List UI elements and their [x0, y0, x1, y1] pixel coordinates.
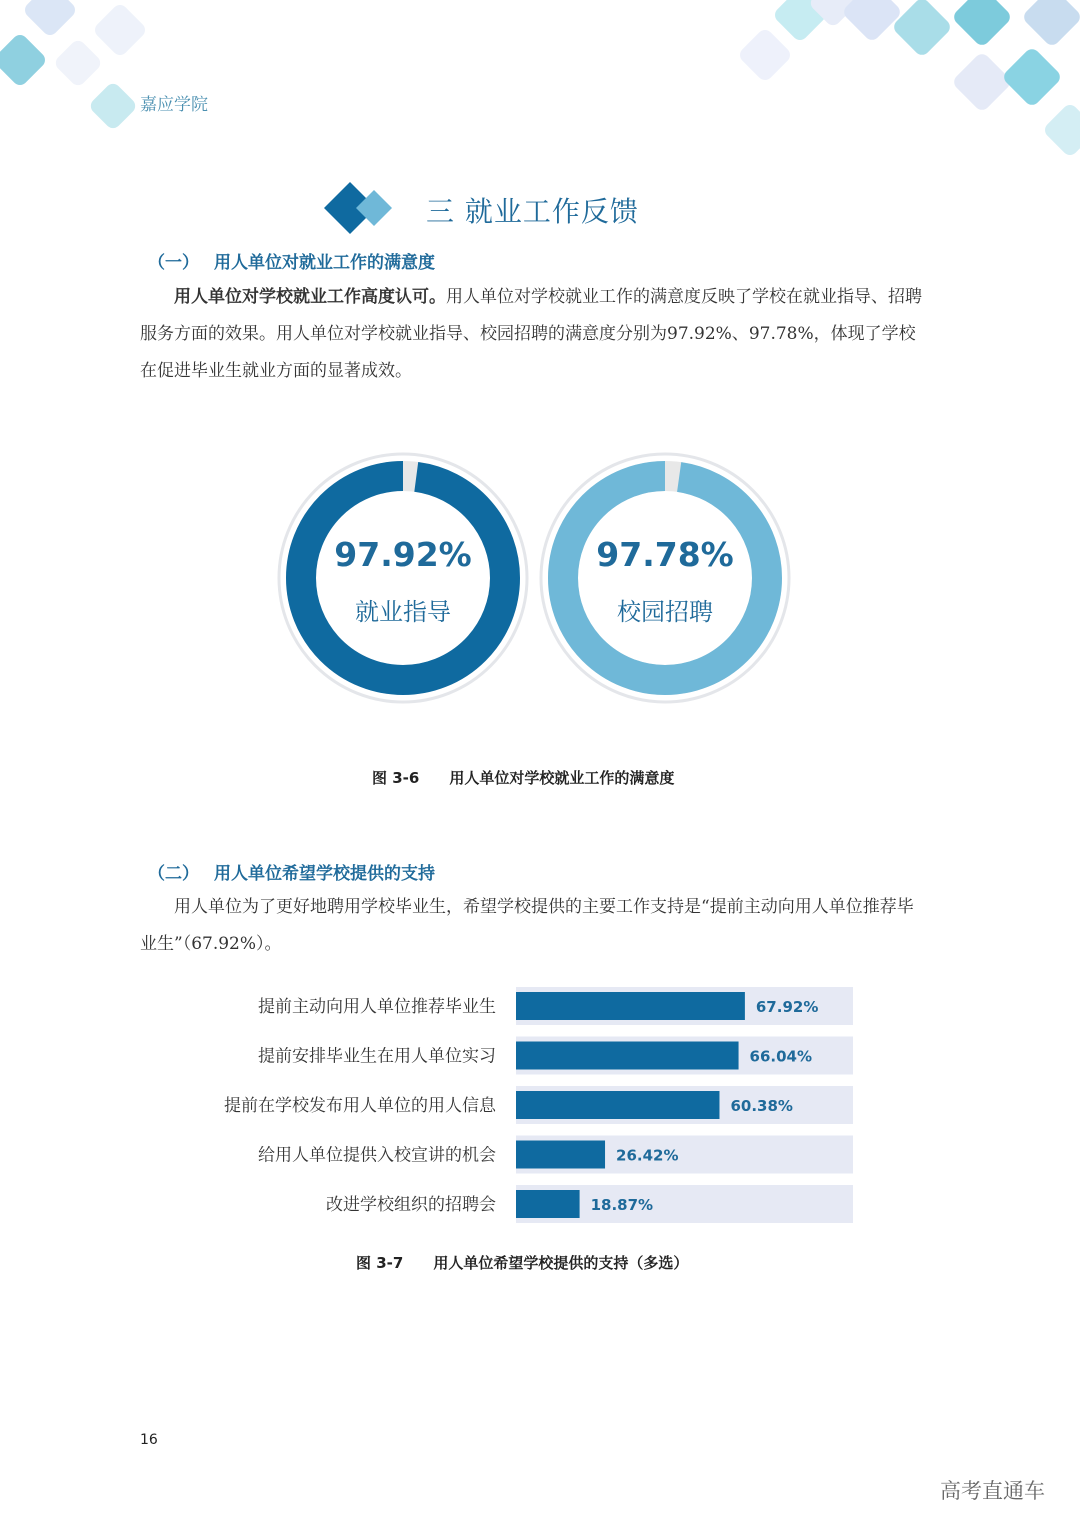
donut-employment-guidance — [279, 454, 527, 702]
subsection-2-number: （二） — [148, 864, 199, 884]
donut-value: 97.92% — [334, 535, 472, 574]
bar-value-label: 18.87% — [590, 1196, 654, 1214]
donut-label: 校园招聘 — [617, 598, 713, 626]
bar — [516, 1141, 605, 1169]
page-number: 16 — [140, 1432, 158, 1448]
bar-category-label: 改进学校组织的招聘会 — [326, 1195, 496, 1215]
figure-1-caption — [372, 767, 674, 788]
subsection-1-number: （一） — [148, 253, 199, 273]
donut-label: 就业指导 — [355, 598, 451, 626]
subsection-1-paragraph — [140, 279, 930, 390]
bar-value-label: 66.04% — [749, 1047, 813, 1066]
top-right-tiles — [737, 0, 1080, 158]
donut-value: 97.78% — [596, 535, 734, 574]
bar — [516, 1190, 580, 1218]
bar-value-label: 26.42% — [616, 1146, 679, 1165]
subsection-1-body: 用人单位对学校就业工作的满意度反映了学校在就业指导、招聘服务方面的效果。用人单位对学校就业指导、校园招聘的满意度分别为97.92%、97.78%，体现了学校在促进毕业生就业方面的显著成效。 — [140, 287, 922, 381]
section-title: 三 就业工作反馈 — [426, 195, 639, 228]
figure-2-number: 图 3-7 — [356, 1254, 404, 1272]
subsection-2-title: 用人单位希望学校提供的支持 — [214, 864, 435, 884]
subsection-2-heading — [148, 859, 435, 884]
bar — [516, 1091, 719, 1119]
subsection-2-paragraph — [140, 889, 930, 963]
figure-1-title: 用人单位对学校就业工作的满意度 — [449, 769, 675, 787]
bar — [516, 992, 745, 1020]
subsection-1-heading — [148, 248, 435, 273]
bar-category-label: 提前安排毕业生在用人单位实习 — [258, 1046, 496, 1067]
bar-category-label: 提前在学校发布用人单位的用人信息 — [224, 1096, 496, 1116]
subsection-1-lead: 用人单位对学校就业工作高度认可。 — [174, 287, 446, 307]
support-bar-chart — [150, 985, 870, 1235]
bar-category-label: 给用人单位提供入校宣讲的机会 — [258, 1145, 496, 1166]
bar-category-label: 提前主动向用人单位推荐毕业生 — [258, 997, 496, 1017]
bar-value-label: 67.92% — [755, 998, 819, 1016]
donut-campus-recruitment — [541, 454, 789, 702]
figure-1-number: 图 3-6 — [372, 769, 420, 787]
subsection-1-title: 用人单位对就业工作的满意度 — [214, 253, 435, 273]
subsection-2-body: 用人单位为了更好地聘用学校毕业生，希望学校提供的主要工作支持是“提前主动向用人单位推荐毕业生”（67.92%）。 — [140, 897, 914, 954]
bar-value-label: 60.38% — [730, 1097, 793, 1115]
bar — [516, 1042, 739, 1070]
figure-2-caption — [356, 1252, 688, 1273]
section-diamond-icon — [320, 180, 400, 236]
school-name: 嘉应学院 — [140, 95, 208, 115]
satisfaction-donuts — [270, 448, 810, 708]
top-left-tiles — [0, 0, 148, 131]
figure-2-title: 用人单位希望学校提供的支持（多选） — [433, 1254, 689, 1272]
watermark-text: 高考直通车 — [940, 1479, 1045, 1503]
